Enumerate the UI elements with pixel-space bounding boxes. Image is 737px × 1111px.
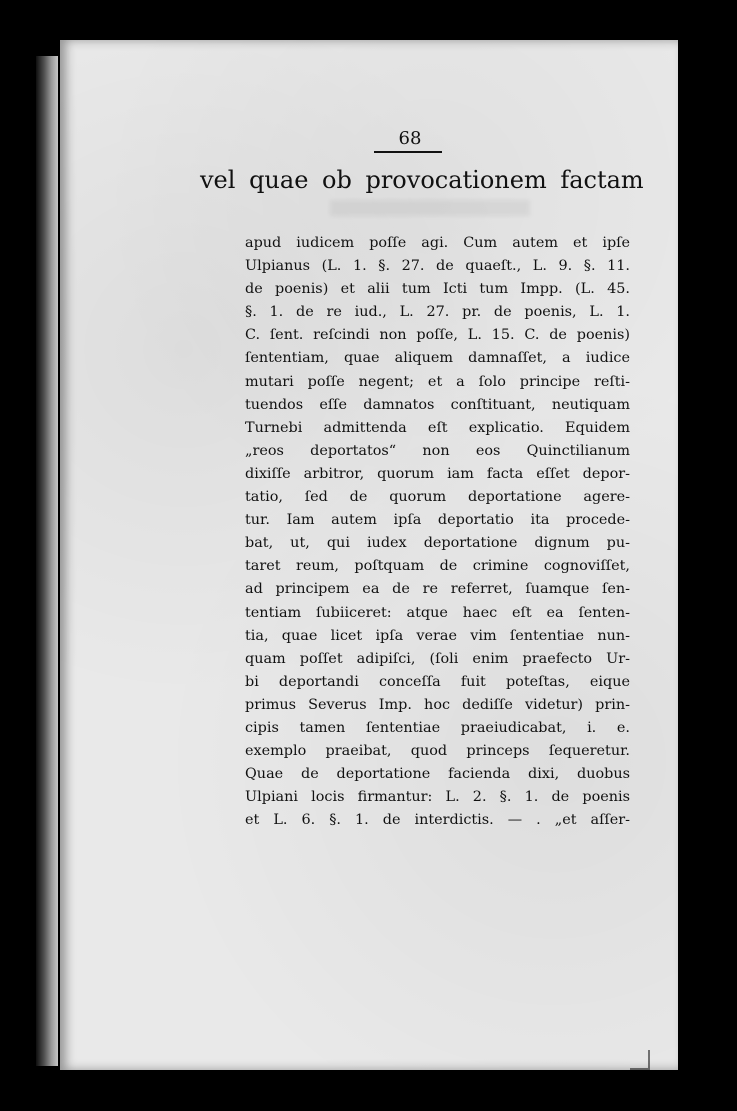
text-line: apud iudicem poſſe agi. Cum autem et ipſe: [245, 235, 630, 251]
text-line: cipis tamen ſententiae praeiudicabat, i. e.: [245, 719, 630, 736]
text-line: tur. Iam autem ipſa deportatio ita procede-: [245, 512, 630, 529]
text-line: bat, ut, qui iudex deportatione dignum pu-: [245, 535, 630, 552]
text-line: ad principem ea de re referret, ſuamque ſen-: [245, 581, 630, 598]
text-line: Ulpiani locis firmantur: L. 2. §. 1. de poenis: [245, 789, 630, 806]
text-line: dixiſſe arbitror, quorum iam facta eſſet depor-: [245, 465, 630, 482]
text-line: et L. 6. §. 1. de interdictis. — . „et aſſer-: [245, 812, 630, 829]
text-line: taret reum, poſtquam de crimine cognoviſſet,: [245, 558, 630, 575]
text-line: „reos deportatos“ non eos Quinctilianum: [245, 442, 630, 459]
text-line: tatio, ſed de quorum deportatione agere-: [245, 489, 630, 506]
text-line: exemplo praeibat, quod princeps ſequeretur.: [245, 743, 630, 760]
text-line: tuendos eſſe damnatos conſtituant, neutiquam: [245, 396, 630, 413]
text-line: Ulpianus (L. 1. §. 27. de quaeſt., L. 9. §. 11.: [245, 258, 630, 275]
page-corner-mark: [630, 1050, 650, 1070]
text-line: tentiam ſubiiceret: atque haec eſt ea ſenten-: [245, 604, 630, 621]
page-number-rule: [374, 151, 442, 153]
text-line: quam poſſet adipiſci, (ſoli enim praefecto Ur-: [245, 650, 630, 667]
text-line: mutari poſſe negent; et a ſolo principe reſti-: [245, 373, 630, 390]
text-line: Quae de deportatione facienda dixi, duobus: [245, 766, 630, 783]
text-line: Turnebi admittenda eſt explicatio. Equidem: [245, 419, 630, 436]
text-line: C. ſent. reſcindi non poſſe, L. 15. C. de poenis): [245, 327, 630, 344]
text-line: primus Severus Imp. hoc dediſſe videtur) prin-: [245, 696, 630, 713]
text-line: ſententiam, quae aliquem damnaſſet, a iudice: [245, 350, 630, 367]
text-line: de poenis) et alii tum Icti tum Impp. (L. 45.: [245, 281, 630, 298]
page-number: 68: [398, 128, 422, 149]
catchline-heading: vel quae ob provocationem factam: [200, 166, 644, 194]
text-line: tia, quae licet ipſa verae vim ſententiae nun-: [245, 627, 630, 644]
bleed-through-shadow: [330, 200, 530, 216]
text-line: bi deportandi conceſſa fuit poteſtas, eique: [245, 673, 630, 690]
book-gutter-shadow: [36, 56, 58, 1066]
text-line: §. 1. de re iud., L. 27. pr. de poenis, L. 1.: [245, 304, 630, 321]
body-text: [245, 232, 630, 832]
